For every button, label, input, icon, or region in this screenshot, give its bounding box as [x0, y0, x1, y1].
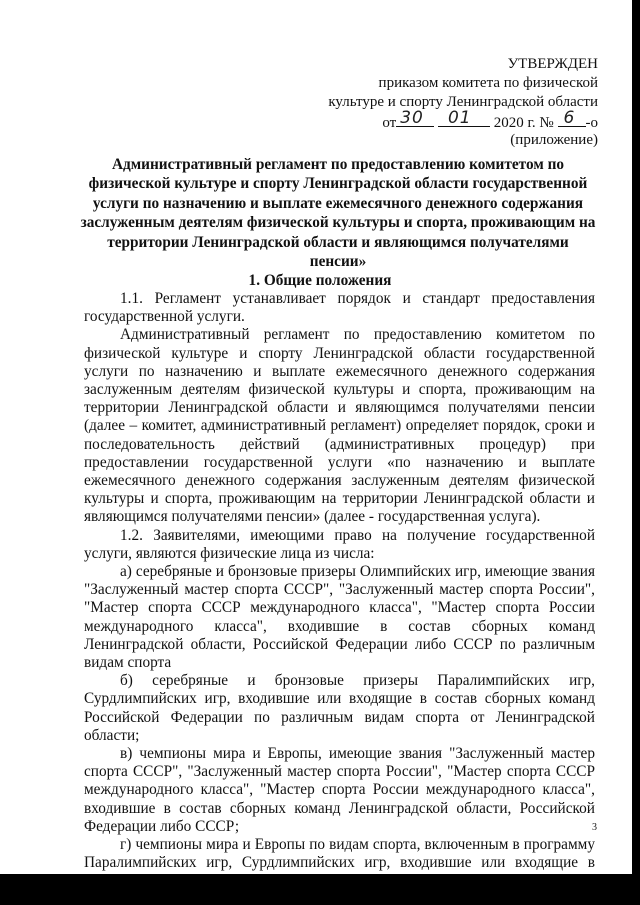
paragraph-item-a: а) серебряные и бронзовые призеры Олимпийских игр, имеющие звания "Заслуженный мастер спорта СССР", "Заслуженный мастер спорта России", "Мастер спорта СССР международного класса", "Мастер спорта России международного класса", входившие в состав сборных команд Ленинградской области, Российской Федерации либо СССР по различным видам спорта	[84, 563, 595, 672]
paragraph-regulation-scope: Административный регламент по предоставлению комитетом по физической культуре и спорту Ленинградской области государственной услуги по назначению и выплате ежемесячного денежного содержания заслуженным деятелям физической культуры и спорта, проживающим на территории Ленинградской области и являющимся получателями пенсии (далее – комитет, административный регламент) определяет порядок, сроки и последовательность действий (административных процедур) при предоставлении государственной услуги «по назначению и выплате ежемесячного денежного содержания заслуженным деятелям физической культуры и спорта, проживающим на территории Ленинградской области и являющимся получателями пенсии» (далее - государственная услуга).	[84, 326, 595, 526]
day-blank	[396, 108, 434, 128]
document-body	[84, 290, 595, 891]
day-handwritten: 30	[400, 108, 424, 128]
approval-heading: УТВЕРЖДЕН	[507, 56, 598, 72]
paragraph-1-1: 1.1. Регламент устанавливает порядок и стандарт предоставления государственной услуги.	[84, 290, 595, 326]
from-prefix: от	[382, 115, 397, 131]
month-blank	[438, 108, 490, 128]
scan-border-right	[632, 0, 640, 905]
appendix-label: (приложение)	[510, 132, 598, 148]
approval-line-1: приказом комитета по физической	[378, 75, 598, 91]
paragraph-item-b: б) серебряные и бронзовые призеры Паралимпийских игр, Сурдлимпийских игр, входившие или входящие в состав сборных команд Российской Федерации по различным видам спорта от Ленинградской области;	[84, 672, 595, 744]
document-title: Административный регламент по предоставлению комитетом по физической культуре и спорту Ленинградской области государственной услуги по назначению и выплате ежемесячного денежного содержания заслуженным деятелям физической культуры и спорта, проживающим на территории Ленинградской области и являющимся получателями пенсии»	[80, 156, 596, 271]
approval-line-2: культуре и спорту Ленинградской области	[328, 94, 598, 110]
paragraph-item-g: г) чемпионы мира и Европы по видам спорта, включенным в программу Паралимпийских игр, Сурдлимпийских игр, входившие или входящие в	[84, 836, 595, 872]
scan-border-bottom	[0, 874, 640, 905]
number-blank	[558, 108, 586, 128]
paragraph-item-v: в) чемпионы мира и Европы, имеющие звания "Заслуженный мастер спорта СССР", "Заслуженный мастер спорта России", "Мастер спорта СССР международного класса", "Мастер спорта России международного класса", входившие в состав сборных команд Ленинградской области, Российской Федерации либо СССР;	[84, 745, 595, 835]
page-number: 3	[592, 822, 597, 833]
paragraph-1-2: 1.2. Заявителями, имеющими право на получение государственной услуги, являются физические лица из числа:	[84, 526, 595, 562]
number-handwritten: 6	[563, 108, 576, 128]
month-handwritten: 01	[447, 108, 472, 128]
number-suffix: -о	[585, 115, 598, 131]
section-heading: 1. Общие положения	[248, 272, 392, 289]
approval-date-line	[382, 108, 598, 133]
year-text: 2020 г. №	[493, 115, 554, 131]
